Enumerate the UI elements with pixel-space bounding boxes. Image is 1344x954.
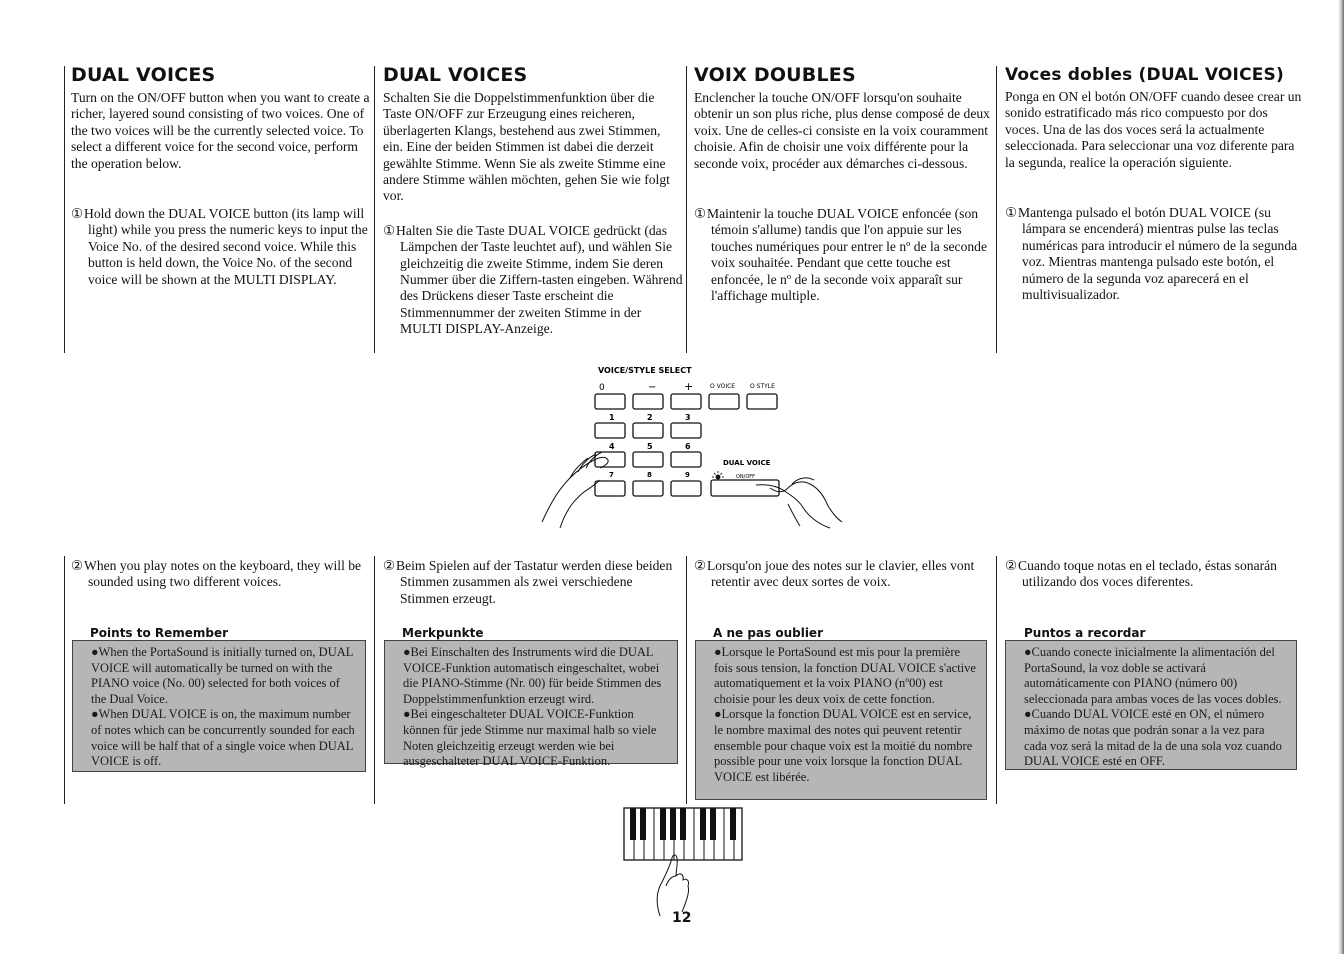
key-label-5: 5 [647, 442, 653, 451]
voice-style-select-diagram [530, 360, 860, 530]
style-button[interactable] [747, 394, 777, 409]
column-english-lower [71, 558, 371, 591]
note-title: Merkpunkte [402, 626, 484, 640]
section-heading: DUAL VOICES [71, 64, 216, 86]
step-number: ② [694, 558, 707, 573]
key-7-button[interactable] [595, 481, 625, 496]
column-rule-7 [686, 556, 687, 804]
style-lamp-label: O STYLE [750, 383, 775, 390]
column-spanish-lower [1005, 558, 1305, 591]
note-item: ●Lorsque la fonction DUAL VOICE est en service, le nombre maximal des notes qui peuvent retentir ensemble pour chaque voix est la moitié du nombre possible pour une voix lorsque la fonction DUAL VOICE est libérée. [714, 707, 973, 784]
key-minus-button[interactable] [633, 394, 663, 409]
step-number: ① [694, 206, 707, 222]
note-item: ●Bei eingeschalteter DUAL VOICE-Funktion können für jede Stimme nur maximal halb so viele Noten gleichzeitig erzeugt werden wie bei ausgeschalteter DUAL VOICE-Funktion. [403, 707, 657, 769]
note-box [72, 640, 366, 772]
page-edge-shadow [1338, 0, 1344, 954]
page-number: 12 [672, 910, 692, 926]
step-number: ① [383, 222, 396, 238]
key-8-button[interactable] [633, 481, 663, 496]
key-9-button[interactable] [671, 481, 701, 496]
step-text: Hold down the DUAL VOICE button (its lamp will light) while you press the numeric keys to input the Voice No. of the desired second voice. While this button is held down, the Voice No. of the second voice will be shown at the MULTI DISPLAY. [84, 206, 368, 287]
intro-text: Ponga en ON el botón ON/OFF cuando desee crear un sonido estratificado más rico compuesto por dos voces. Una de las dos voces será la actualmente seleccionada. Para seleccionar una voz diferente para la segunda, realice la operación siguiente. [1005, 89, 1302, 170]
column-french [694, 64, 994, 304]
note-title: Points to Remember [90, 626, 229, 640]
key-label-1: 1 [609, 413, 615, 422]
step-1 [694, 206, 994, 304]
key-4-button[interactable] [595, 452, 625, 467]
key-label-4: 4 [609, 442, 615, 451]
note-item: ●Bei Einschalten des Instruments wird die DUAL VOICE-Funktion automatisch eingeschaltet, wobei die PIANO-Stimme (Nr. 00) für beide Stimmen des Doppelstimmenfunktion erzeugt wird. [403, 645, 662, 706]
key-label-9: 9 [685, 471, 690, 479]
note-box [695, 640, 987, 800]
note-item: ●When DUAL VOICE is on, the maximum number of notes which can be concurrently sounded for each voice will be half that of a single voice when DUAL VOICE is off. [91, 707, 355, 769]
column-rule-4 [996, 66, 997, 353]
section-heading: Voces dobles (DUAL VOICES) [1005, 65, 1284, 85]
key-label-minus: − [648, 382, 657, 393]
piano-keys-icon [624, 808, 742, 860]
dual-voice-label: DUAL VOICE [723, 459, 771, 467]
note-item: ●When the PortaSound is initially turned on, DUAL VOICE will automatically be turned on with the PIANO voice (No. 00) selected for both voices of the Dual Voice. [91, 645, 353, 706]
step-text: When you play notes on the keyboard, they will be sounded using two different voices. [84, 558, 362, 590]
step-text: Maintenir la touche DUAL VOICE enfoncée (son témoin s'allume) tandis que l'on appuie sur les touches numériques pour entrer le nº de la seconde voix souhaitée. Pendant que cette touche est enfoncée, le nº de la seconde voix apparaît sur l'affichage multiple. [707, 206, 987, 304]
key-label-8: 8 [647, 471, 652, 479]
key-3-button[interactable] [671, 423, 701, 438]
step-number: ① [71, 206, 84, 222]
key-label-2: 2 [647, 413, 653, 422]
column-german-lower [383, 558, 683, 607]
onoff-label: ON/OFF [736, 474, 756, 480]
step-2 [694, 558, 994, 591]
column-rule-8 [996, 556, 997, 804]
step-number: ② [1005, 558, 1018, 573]
note-item: ●Cuando DUAL VOICE esté en ON, el número máximo de notas que podrán sonar a la vez para cada voz será la mitad de la de una sola voz cuando DUAL VOICE esté en OFF. [1024, 707, 1282, 769]
note-title: Puntos a recordar [1024, 626, 1146, 640]
column-spanish [1005, 64, 1305, 303]
intro-text: Schalten Sie die Doppelstimmenfunktion über die Taste ON/OFF zur Erzeugung eines reicheren, überlagerten Klangs, bestehend aus zwei Stimmen, ein. Eine der beiden Stimmen ist dabei die derzeit gewählte Stimme. Wenn Sie als zweite Stimme eine andere Stimme wählen möchten, gehen Sie wie folgt vor. [383, 90, 670, 204]
step-text: Beim Spielen auf der Tastatur werden diese beiden Stimmen zusammen als zwei verschiedene Stimmen erzeugt. [396, 558, 673, 606]
key-6-button[interactable] [671, 452, 701, 467]
key-label-plus: + [684, 380, 694, 393]
step-text: Halten Sie die Taste DUAL VOICE gedrückt (das Lämpchen der Taste leuchtet auf), und wählen Sie gleichzeitig die zweite Stimme, indem Sie deren Nummer über die Ziffern-tasten eingeben. Während des Drückens dieser Taste erscheint die Stimmennummer der zweiten Stimme in der MULTI DISPLAY-Anzeige. [396, 222, 683, 337]
right-hand-icon [756, 478, 842, 528]
step-2 [383, 558, 683, 607]
voice-lamp-label: O VOICE [710, 383, 736, 390]
step-1 [71, 206, 371, 288]
step-text: Lorsqu'on joue des notes sur le clavier, elles vont retentir avec deux sortes de voix. [707, 558, 975, 590]
step-number: ① [1005, 205, 1018, 221]
key-label-6: 6 [685, 442, 691, 451]
column-french-lower [694, 558, 994, 591]
step-1 [1005, 205, 1305, 303]
column-english [71, 64, 371, 288]
step-text: Mantenga pulsado el botón DUAL VOICE (su lámpara se encenderá) mientras pulse las teclas numéricas para introducir el número de la segunda voz. Mientras mantenga pulsado este botón, el número de la segunda voz aparecerá en el multivisualizador. [1018, 205, 1298, 303]
section-heading: DUAL VOICES [383, 64, 528, 86]
section-heading: VOIX DOUBLES [694, 64, 856, 86]
key-label-3: 3 [685, 413, 691, 422]
column-rule-2 [374, 66, 375, 353]
note-box [1005, 640, 1297, 770]
voice-button[interactable] [709, 394, 739, 409]
step-2 [1005, 558, 1305, 591]
dual-voice-onoff-button[interactable] [711, 480, 779, 496]
key-label-0: 0 [599, 383, 605, 393]
key-5-button[interactable] [633, 452, 663, 467]
column-rule-1 [64, 66, 65, 353]
column-rule-3 [686, 66, 687, 353]
key-plus-button[interactable] [671, 394, 701, 409]
step-number: ② [71, 558, 84, 573]
step-number: ② [383, 558, 396, 573]
key-1-button[interactable] [595, 423, 625, 438]
intro-text: Enclencher la touche ON/OFF lorsqu'on souhaite obtenir un son plus riche, plus dense composé de deux voix. Une de celles-ci consiste en la voix couramment choisie. Afin de choisir une voix différente pour la seconde voix, procéder aux démarches ci-dessous. [694, 90, 990, 171]
note-title: A ne pas oublier [713, 626, 823, 640]
note-box [384, 640, 678, 769]
column-rule-5 [64, 556, 65, 804]
step-1 [383, 223, 683, 338]
key-2-button[interactable] [633, 423, 663, 438]
key-label-7: 7 [609, 471, 614, 479]
step-2 [71, 558, 371, 591]
panel-title: VOICE/STYLE SELECT [598, 366, 692, 375]
lamp-lit-icon [712, 471, 724, 479]
step-text: Cuando toque notas en el teclado, éstas sonarán utilizando dos voces diferentes. [1018, 558, 1277, 590]
key-0-button[interactable] [595, 394, 625, 409]
intro-text: Turn on the ON/OFF button when you want to create a richer, layered sound consisting of two voices. One of the two voices will be the currently selected voice. To select a different voice for the second voice, perform the operation below. [71, 90, 370, 171]
column-german [383, 64, 683, 338]
keyboard-graphic [620, 806, 750, 920]
note-item: ●Lorsque le PortaSound est mis pour la première fois sous tension, la fonction DUAL VOICE s'active automatiquement et la voix PIANO (nº00) est choisie pour les deux voix de cette fonction. [714, 645, 976, 706]
column-rule-6 [374, 556, 375, 804]
finger-hand-icon [657, 855, 688, 916]
note-item: ●Cuando conecte inicialmente la alimentación del PortaSound, la voz doble se activará automáticamente con PIANO (número 00) seleccionada para ambas voces de las voces dobles. [1024, 645, 1282, 706]
